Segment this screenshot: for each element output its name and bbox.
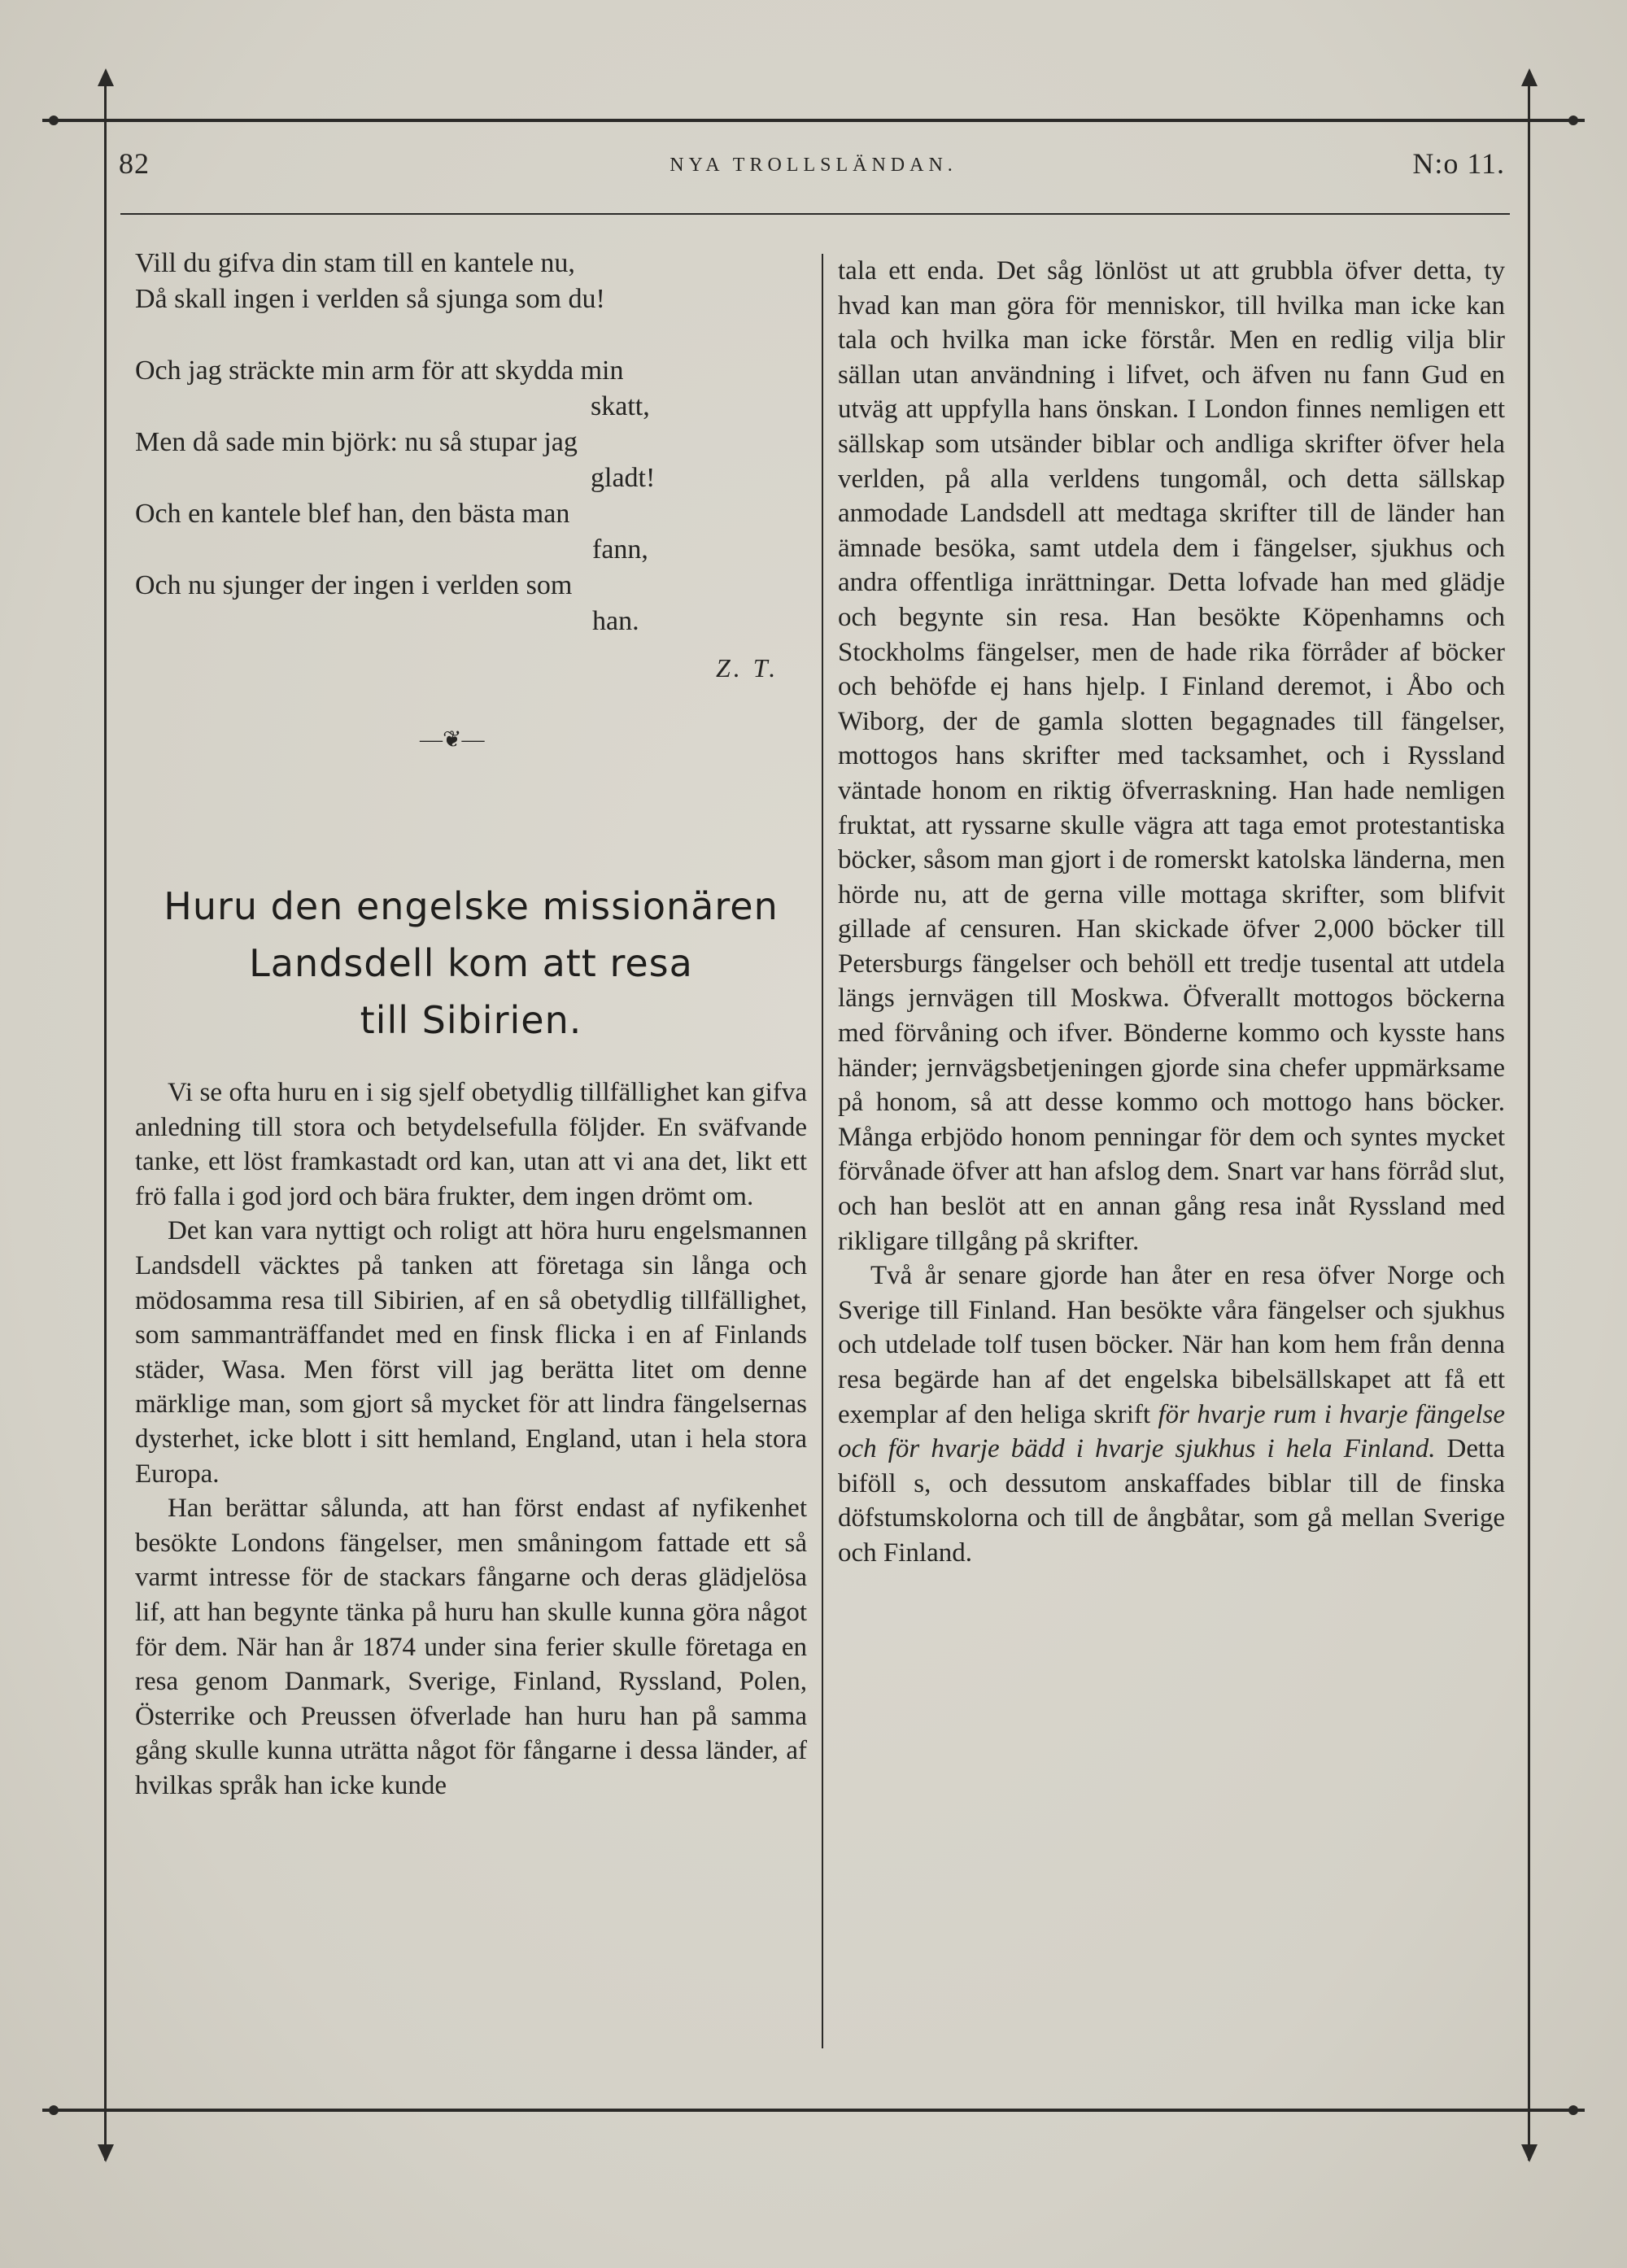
article-paragraph: tala ett enda. Det såg lönlöst ut att grubbla öfver detta, ty hvad kan man göra för menniskor, till hvilka man icke kan tala och hvilka man icke förstår. Men en redlig vilja blir sällan utan användning i lifvet, och äfven nu fann Gud en utväg att uppfylla hans önskan. I London finnes nemligen ett sällskap som utsänder biblar och andliga skrifter öfver hela verlden, på alla verldens tungomål, och detta sällskap anmodade Landsdell att medtaga skrifter till de länder han ämnade besöka, samt utdela dem i fängelser, sjukhus och andra offentliga inrättningar. Detta lofvade han med glädje och begynte sin resa. Han besökte Köpenhamns och Stockholms fängelser, men de hade rika förråder af böcker och behöfde ej hans hjelp. I Finland deremot, i Åbo och Wiborg, der de gamla slotten begagnades till fängelser, mottogos hans skrifter med tacksamhet, och i Ryssland väntade honom en riktig öfverraskning. Han hade nemligen fruktat, att ryssarne skulle vägra att taga emot protestantiska böcker, såsom man gjort i de romerskt katolska länderna, men hörde nu, att de gerna ville mottaga skrifter, som blifvit gillade af censuren. Han skickade öfver 2,000 böcker till Petersburgs fängelser och behöll ett tredje tusental att utdela längs jernvägen till Moskwa. Öfverallt mottogos böckerna med förvåning och ifver. Bönderne kommo och kysste hans händer; jernvägsbetjeningen gjorde sina chefer uppmärksame på honom, så att desse kommo och mottogo hans böcker. Många erbjödo honom penningar för dem och syntes mycket förvånade öfver att han afslog dem. Snart var hans förråd slut, och han beslöt att en annan gång resa inåt Ryssland med rikligare tillgång på skrifter. [838,256,1505,1256]
article-paragraph: Han berättar sålunda, att han först endast af nyfikenhet besökte Londons fängelser, men småningom fattade ett så varmt intresse för de stackars fångarne och deras glädjelösa lif, att han begynte tänka på huru han skulle kunna göra något för dem. När han år 1874 under sina ferier skulle företaga en resa genom Danmark, Sverige, Finland, Ryssland, Polen, Österrike och Preussen öfverlade han huru han på samma gång skulle kunna uträtta något för fångarne i dessa länder, af hvilkas språk han icke kunde [135,1494,807,1800]
section-ornament: —❦— [420,727,485,752]
header-rule [120,213,1510,215]
poem-line: gladt! [591,463,656,493]
bottom-frame-rule [42,2109,1585,2112]
corner-ornament-top-left [49,116,59,125]
right-frame-rule [1528,78,1530,2161]
issue-number: N:o 11. [1412,147,1505,180]
corner-ornament-bottom-left [49,2105,59,2115]
left-frame-rule [104,78,107,2161]
final-paragraph-text-end: Detta biföll s, och dessutom anskaffades biblar till de finska döfstumskolorna och till de ångbåtar, som gå mellan Sverige och Finland. [838,1434,1505,1568]
publication-title: NYA TROLLSLÄNDAN. [670,155,957,176]
poem-line: Då skall ingen i verlden så sjunga som du! [135,284,605,314]
poem-line: Och nu sjunger der ingen i verlden som [135,570,573,600]
poem-line: fann, [592,534,648,565]
column-divider [822,254,823,2048]
article-title-line: till Sibirien. [360,998,582,1042]
article-left-column [135,1075,807,1803]
final-paragraph-text: Två år senare gjorde han åter en resa öfver Norge och Sverige till Finland. Han besökte våra fängelser och sjukhus och utdelade tolf tusen böcker. När han kom hem från denna resa begärde han af det engelska bibelsällskapet att få ett exemplar af den heliga skrift [838,1261,1505,1429]
article-final-paragraph [838,1258,1505,1570]
page-number: 82 [119,147,150,180]
corner-ornament-bottom-right [1568,2105,1578,2115]
article-paragraph: Det kan vara nyttigt och roligt att höra huru engelsmannen Landsdell väcktes på tanken att företaga sin långa och mödosamma resa till Sibirien, af en så obetydlig tillfällighet, som sammanträffandet med en finsk flicka i en af Finlands städer, Wasa. Men först vill jag berätta litet om denne märklige man, som gjort så mycket för att lindra fängelsernas dysterhet, icke blott i sitt hemland, England, utan i hela stora Europa. [135,1216,807,1489]
article-title-line: Huru den engelske missionären [164,884,779,928]
poem-line: skatt, [591,391,650,421]
final-paragraph-italic: för hvarje rum i hvarje fängelse och för hvarje bädd i hvarje sjukhus i hela Finland. [838,1399,1505,1464]
article-title-line: Landsdell kom att resa [249,941,693,985]
article-right-column [838,254,1505,1571]
poem-line: Vill du gifva din stam till en kantele nu, [135,248,575,278]
frame-arrow-bottom-left [98,2144,114,2162]
poem-line: Men då sade min björk: nu så stupar jag [135,427,578,457]
poem-line: Och en kantele blef han, den bästa man [135,499,570,529]
frame-arrow-top-right [1521,68,1538,86]
poem-signature: Z. T. [716,653,779,683]
poem [135,246,807,639]
frame-arrow-top-left [98,68,114,86]
article-paragraph: Vi se ofta huru en i sig sjelf obetydlig tillfällighet kan gifva anledning till stora och betydelsefulla följder. En sväfvande tanke, ett löst framkastadt ord kan, utan att vi ana det, likt ett frö falla i god jord och bära frukter, dem ingen drömt om. [135,1078,807,1211]
corner-ornament-top-right [1568,116,1578,125]
poem-line: han. [592,606,639,636]
top-frame-rule [42,119,1585,122]
frame-arrow-bottom-right [1521,2144,1538,2162]
poem-line: Och jag sträckte min arm för att skydda min [135,355,624,386]
